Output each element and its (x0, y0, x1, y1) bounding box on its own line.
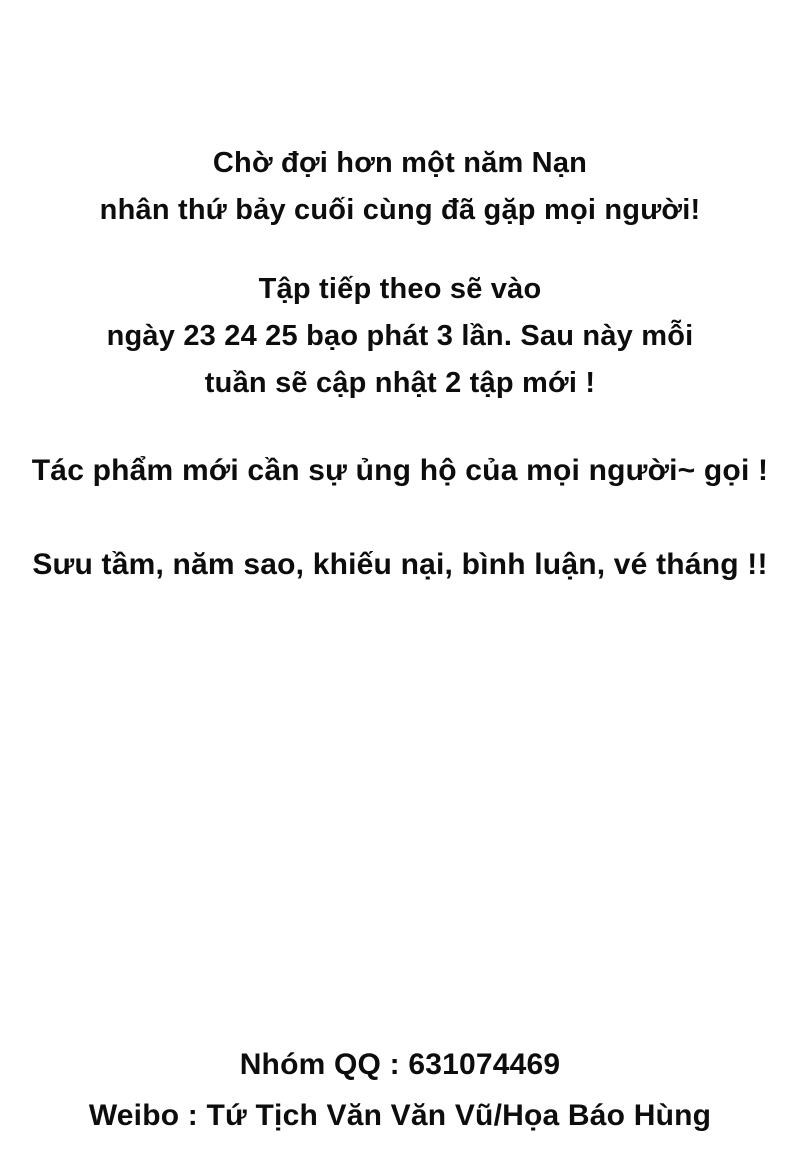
announcement-paragraph-4 (0, 541, 800, 590)
announcement-text-block (0, 140, 800, 600)
spacer-2 (0, 417, 800, 447)
announcement-p1-line2: nhân thứ bảy cuối cùng đã gặp mọi người! (99, 193, 701, 226)
announcement-p2-line1: Tập tiếp theo sẽ vào (258, 272, 542, 305)
announcement-p1-line1: Chờ đợi hơn một năm Nạn (212, 147, 588, 179)
announcement-p2-line3: tuần sẽ cập nhật 2 tập mới ! (204, 366, 596, 399)
announcement-p4-line1: Sưu tầm, năm sao, khiếu nại, bình luận, vé tháng !! (32, 548, 768, 582)
announcement-paragraph-2 (0, 266, 800, 407)
announcement-p3-line1: Tác phẩm mới cần sự ủng hộ của mọi người~ gọi ! (31, 453, 769, 487)
announcement-paragraph-3 (0, 447, 800, 496)
qq-group-label: Nhóm QQ : 631074469 (239, 1048, 561, 1082)
announcement-paragraph-1 (0, 140, 800, 234)
weibo-label: Weibo : Tứ Tịch Văn Văn Vũ/Họa Báo Hùng (88, 1098, 712, 1132)
spacer-3 (0, 505, 800, 541)
contact-footer (0, 1040, 800, 1141)
announcement-p2-line2: ngày 23 24 25 bạo phát 3 lần. Sau này mỗi (106, 319, 694, 352)
spacer-1 (0, 244, 800, 266)
